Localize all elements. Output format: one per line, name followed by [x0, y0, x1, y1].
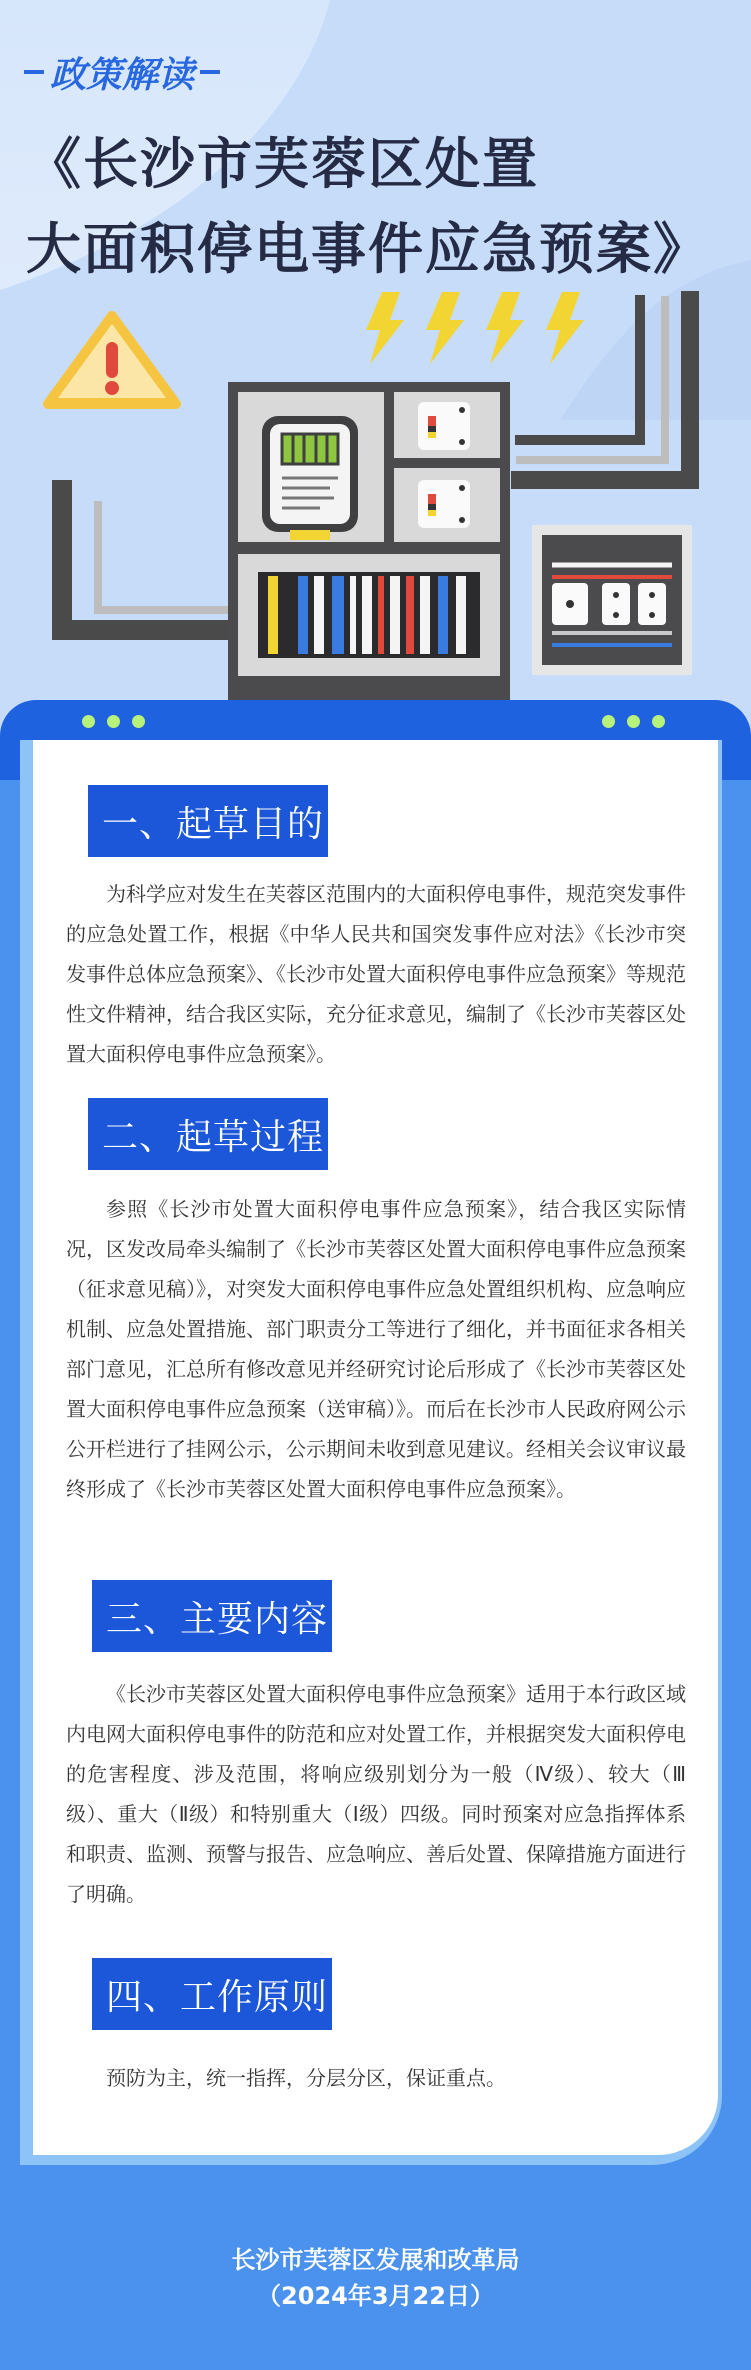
section-heading-3: 三、主要内容: [92, 1580, 332, 1652]
electric-cabinet: [228, 382, 510, 700]
section-text-1: 为科学应对发生在芙蓉区范围内的大面积停电事件，规范突发事件的应急处置工作，根据《中华人民共和国突发事件应对法》《长沙市突发事件总体应急预案》、《长沙市处置大面积停电事件应急预案》等规范性文件精神，结合我区实际，充分征求意见，编制了《长沙市芙蓉区处置大面积停电事件应急预案》。: [66, 882, 686, 1066]
decor-dots-left: [82, 715, 145, 728]
section-text-3: 《长沙市芙蓉区处置大面积停电事件应急预案》适用于本行政区域内电网大面积停电事件的防范和应对处置工作，并根据突发大面积停电的危害程度、涉及范围，将响应级别划分为一般（Ⅳ级）、较大（Ⅲ级）、重大（Ⅱ级）和特别重大（Ⅰ级）四级。同时预案对应急指挥体系和职责、监测、预警与报告、应急响应、善后处置、保障措施方面进行了明确。: [66, 1682, 686, 1906]
section-heading-4: 四、工作原则: [92, 1958, 332, 2030]
page-title-line2: 大面积停电事件应急预案》: [26, 217, 711, 281]
footer-organization: 长沙市芙蓉区发展和改革局: [231, 2246, 520, 2274]
terminal-block: [258, 572, 480, 658]
hero-banner: [0, 0, 751, 760]
decor-dots-right: [602, 715, 665, 728]
electric-meter-icon: [260, 412, 360, 542]
section-heading-2: 二、起草过程: [88, 1098, 328, 1170]
circuit-breaker-icon: [418, 402, 478, 532]
footer-date: （2024年3月22日）: [257, 2282, 494, 2310]
section-text-2: 参照《长沙市处置大面积停电事件应急预案》，结合我区实际情况，区发改局牵头编制了《长沙市芙蓉区处置大面积停电事件应急预案（征求意见稿）》，对突发大面积停电事件应急处置组织机构、应急响应机制、应急处置措施、部门职责分工等进行了细化，并书面征求各相关部门意见，汇总所有修改意见并经研究讨论后形成了《长沙市芙蓉区处置大面积停电事件应急预案（送审稿）》。而后在长沙市人民政府网公示公开栏进行了挂网公示，公示期间未收到意见建议。经相关会议审议最终形成了《长沙市芙蓉区处置大面积停电事件应急预案》。: [66, 1197, 686, 1501]
junction-box-icon: [532, 525, 692, 675]
section-heading-1: 一、起草目的: [88, 785, 328, 857]
section-text-4: 预防为主，统一指挥，分层分区，保证重点。: [106, 2066, 506, 2090]
policy-tag-label: 政策解读: [50, 54, 195, 96]
policy-tag: [24, 48, 220, 96]
page-title-line1: 《长沙市芙蓉区处置: [26, 132, 540, 196]
